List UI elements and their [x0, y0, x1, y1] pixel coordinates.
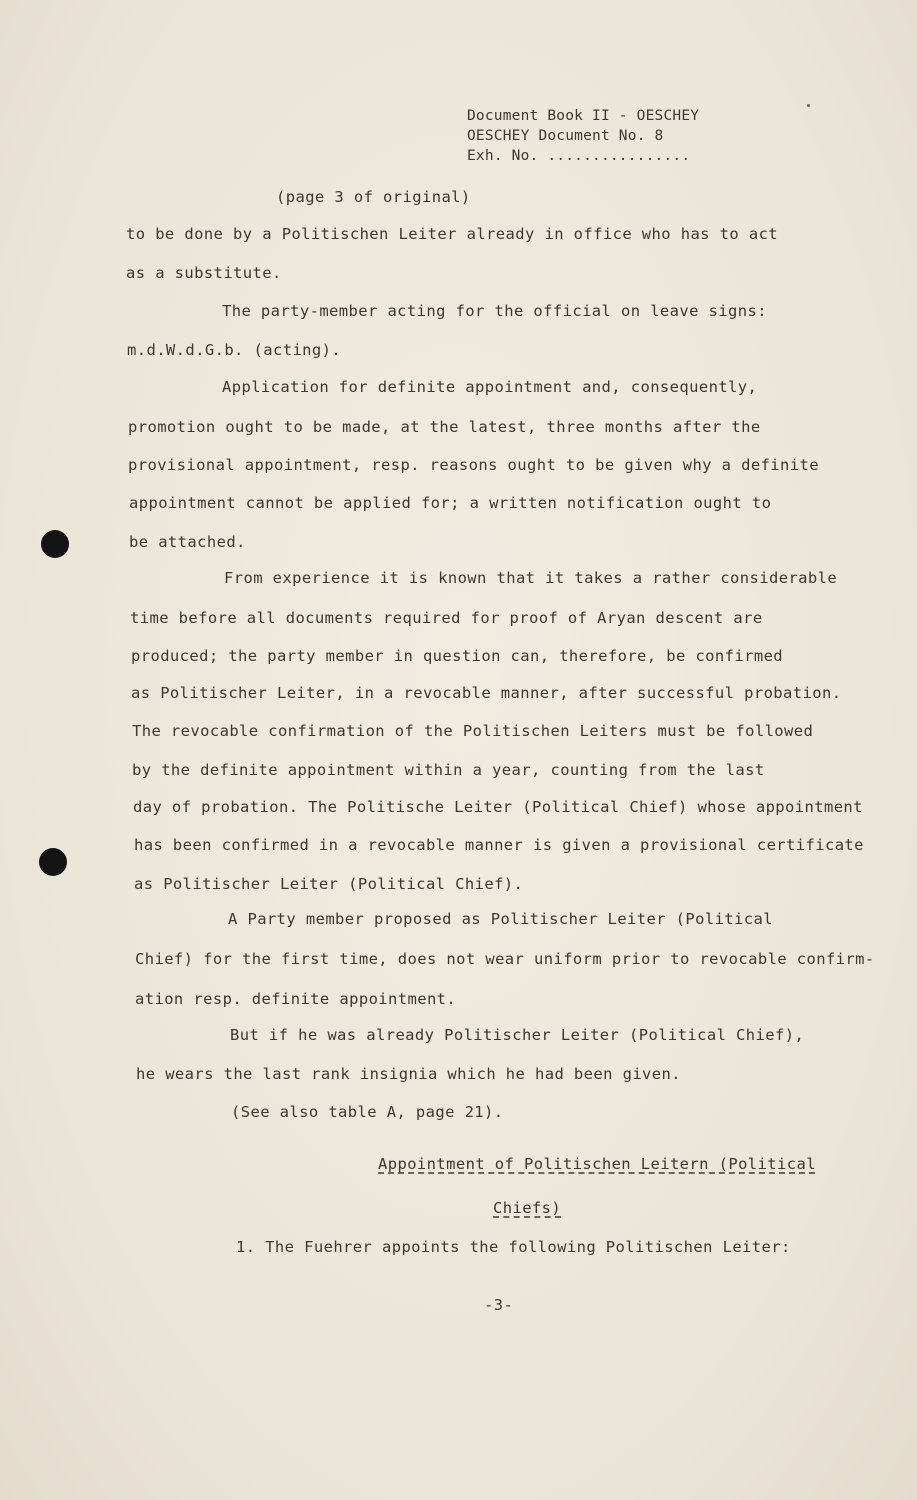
body-line: produced; the party member in question can, therefore, be confirmed	[131, 647, 784, 665]
header-exhibit-number: Exh. No. ................	[467, 148, 691, 164]
body-line: From experience it is known that it takes a rather considerable	[224, 569, 838, 587]
body-line: m.d.W.d.G.b. (acting).	[127, 341, 342, 359]
body-line: A Party member proposed as Politischer Leiter (Political	[228, 910, 773, 928]
body-line: as a substitute.	[126, 264, 282, 282]
header-document-book: Document Book II - OESCHEY	[467, 108, 700, 124]
body-line: ation resp. definite appointment.	[135, 990, 457, 1008]
body-line: as Politischer Leiter (Political Chief).	[134, 875, 524, 893]
body-line: be attached.	[129, 533, 246, 551]
body-line: Chief) for the first time, does not wear uniform prior to revocable confirm-	[135, 950, 875, 968]
body-line: provisional appointment, resp. reasons ought to be given why a definite	[128, 456, 819, 474]
heading-line: Chiefs)	[493, 1199, 562, 1217]
body-line: But if he was already Politischer Leiter (Political Chief),	[230, 1026, 805, 1044]
list-item: 1. The Fuehrer appoints the following Politischen Leiter:	[236, 1238, 791, 1256]
paper-speck	[807, 104, 810, 107]
body-line: appointment cannot be applied for; a written notification ought to	[129, 494, 772, 512]
body-line: he wears the last rank insignia which he had been given.	[136, 1065, 681, 1083]
body-line: as Politischer Leiter, in a revocable manner, after successful probation.	[131, 684, 842, 702]
body-line: The revocable confirmation of the Politischen Leiters must be followed	[132, 722, 814, 740]
body-line: to be done by a Politischen Leiter already in office who has to act	[126, 225, 779, 243]
heading-line: Appointment of Politischen Leitern (Political	[378, 1155, 816, 1173]
body-line: by the definite appointment within a year, counting from the last	[132, 761, 765, 779]
punch-hole-upper	[41, 530, 69, 558]
body-line: The party-member acting for the official on leave signs:	[222, 302, 767, 320]
body-line: has been confirmed in a revocable manner is given a provisional certificate	[134, 836, 864, 854]
punch-hole-lower	[39, 848, 67, 876]
body-line: time before all documents required for proof of Aryan descent are	[130, 609, 763, 627]
body-line: promotion ought to be made, at the latest, three months after the	[128, 418, 761, 436]
body-line: day of probation. The Politische Leiter (Political Chief) whose appointment	[133, 798, 863, 816]
page-number: -3-	[484, 1296, 514, 1314]
body-line: Application for definite appointment and, consequently,	[222, 378, 758, 396]
header-document-number: OESCHEY Document No. 8	[467, 128, 664, 144]
body-line: (See also table A, page 21).	[231, 1103, 504, 1121]
page-reference: (page 3 of original)	[276, 188, 471, 206]
